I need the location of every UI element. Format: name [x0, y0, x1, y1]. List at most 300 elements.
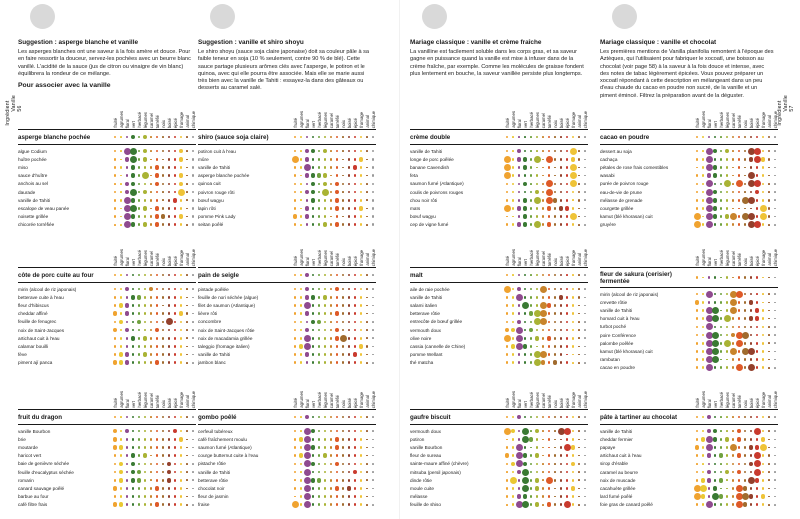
aroma-dot-cell — [370, 484, 376, 492]
category-label: boisé — [558, 117, 564, 128]
aroma-dot-herbacé — [318, 312, 321, 315]
aroma-dot-torréfié — [336, 296, 339, 299]
aroma-dot-vert — [131, 222, 136, 227]
ingredient-row — [410, 213, 588, 221]
aroma-dot-herbacé — [720, 359, 722, 361]
aroma-dot-floral — [126, 166, 129, 169]
aroma-dot-herbacé — [530, 288, 533, 291]
aroma-dot-herbacé — [720, 446, 723, 449]
aroma-dot-herbacé — [138, 337, 141, 340]
aroma-dot-floral — [517, 287, 522, 292]
aroma-dot-vert — [713, 206, 718, 211]
category-label: légumes — [724, 111, 730, 128]
aroma-dot-torréfié — [336, 503, 339, 506]
aroma-dot-herbacé — [530, 503, 533, 506]
aroma-dot-fruité — [506, 223, 509, 226]
aroma-dot-chimique — [192, 439, 194, 441]
aroma-dot-torréfié — [155, 182, 160, 187]
aroma-dot-boisé — [348, 463, 351, 466]
aroma-dot-fromage — [762, 150, 765, 153]
aroma-dot-torréfié — [548, 495, 551, 498]
aroma-dot-agrumes — [300, 158, 303, 161]
aroma-dot-agrumes — [120, 487, 123, 490]
aroma-dot-torréfié — [156, 430, 159, 433]
aroma-dot-agrumes — [300, 361, 303, 364]
aroma-dot-chimique — [584, 463, 586, 465]
aroma-dot-torréfié — [156, 416, 159, 419]
aroma-dot-cell — [370, 326, 376, 334]
aroma-dot-floral — [126, 487, 129, 490]
aroma-dot-herbacé — [720, 174, 723, 177]
aroma-dot-vert — [713, 437, 718, 442]
margin-section-label: Ingrédient — [777, 100, 783, 126]
ingredient-name: cassia (cannelle de Chine) — [410, 343, 466, 349]
ingredient-name: feuille de fenugrec — [18, 319, 57, 325]
category-label: vert — [130, 400, 136, 408]
aroma-dot-boisé — [167, 478, 172, 483]
aroma-dot-boisé — [560, 446, 563, 449]
aroma-dot-chimique — [192, 337, 194, 339]
aroma-dot-animal — [768, 471, 770, 473]
aroma-dot-noix — [744, 317, 747, 320]
aroma-dot-caramel — [150, 208, 152, 210]
aroma-dot-fruité — [506, 199, 509, 202]
aroma-dot-chimique — [774, 302, 776, 304]
aroma-dot-noix — [162, 305, 164, 307]
aroma-dot-herbacé — [318, 223, 321, 226]
aroma-dot-torréfié — [548, 136, 551, 139]
ingredient-name: noix de muscade — [600, 477, 636, 483]
aroma-dot-légumes — [726, 191, 729, 194]
aroma-dot-floral — [707, 429, 712, 434]
category-label: animal — [184, 253, 190, 266]
aroma-dot-légumes — [725, 149, 730, 154]
category-label: floral — [516, 398, 522, 408]
aroma-dot-noix — [161, 214, 166, 219]
ingredient-name: pomme Wellant — [410, 352, 443, 358]
aroma-dot-légumes — [726, 199, 729, 202]
aroma-dot-cell — [582, 493, 588, 501]
aroma-dot-boisé — [560, 495, 563, 498]
category-label: fromage — [358, 112, 364, 128]
aroma-dot-légumes — [144, 430, 147, 433]
aroma-dot-caramel — [732, 208, 734, 210]
aroma-dot-caramel — [731, 333, 736, 338]
ingredient-name: vanille de Tahiti — [198, 164, 230, 170]
category-label: noix — [340, 258, 346, 266]
aroma-dot-vert — [714, 479, 717, 482]
aroma-dot-floral — [708, 487, 711, 490]
category-label: chimique — [772, 110, 778, 128]
aroma-dot-épicé — [566, 354, 568, 356]
aroma-dot-floral — [518, 166, 521, 169]
aroma-dot-caramel — [330, 312, 333, 315]
aroma-dot-torréfié — [548, 296, 551, 299]
aroma-dot-boisé — [560, 150, 563, 153]
aroma-dot-herbacé — [720, 488, 722, 490]
aroma-dot-boisé — [348, 166, 351, 169]
aroma-dot-fromage — [572, 296, 575, 299]
aroma-dot-animal — [578, 488, 580, 490]
ingredient-name: sirop d'érable — [600, 461, 628, 467]
aroma-dot-herbacé — [318, 304, 321, 307]
aroma-dot-fruité — [294, 312, 297, 315]
aroma-dot-cell — [190, 301, 196, 309]
aroma-dot-cell — [370, 342, 376, 350]
aroma-dot-animal — [366, 208, 368, 210]
category-label: fruité — [504, 256, 510, 266]
aroma-dot-floral — [306, 199, 309, 202]
aroma-dot-agrumes — [120, 208, 122, 210]
aroma-dot-légumes — [726, 479, 728, 481]
ingredient-row — [410, 310, 588, 318]
aroma-dot-boisé — [560, 136, 562, 138]
aroma-dot-noix — [162, 288, 165, 291]
aroma-dot-fromage — [572, 329, 575, 332]
aroma-dot-caramel — [732, 191, 735, 194]
aroma-dot-agrumes — [512, 487, 515, 490]
aroma-dot-torréfié — [548, 438, 551, 441]
aroma-dot-animal — [366, 288, 368, 290]
aroma-dot-caramel — [330, 416, 333, 419]
aroma-dot-fromage — [180, 223, 183, 226]
aroma-dot-noix — [342, 361, 345, 364]
category-label: floral — [706, 398, 712, 408]
aroma-dot-caramel — [732, 175, 734, 177]
aroma-dot-herbacé — [138, 463, 141, 466]
ingredient-row — [600, 493, 778, 501]
aroma-dot-fromage — [360, 199, 363, 202]
aroma-dot-caramel — [330, 353, 333, 356]
ingredient-name: homard cuit à l'eau — [600, 316, 640, 322]
aroma-dot-boisé — [560, 223, 563, 226]
category-label: floral — [516, 256, 522, 266]
aroma-dot-chimique — [372, 297, 374, 299]
aroma-dot-vert — [524, 329, 527, 332]
category-label: herbacé — [718, 112, 724, 128]
aroma-dot-boisé — [750, 136, 753, 139]
aroma-dot-vert — [713, 429, 718, 434]
aroma-dot-cell — [190, 351, 196, 359]
aroma-dot-fruité — [113, 445, 118, 450]
aroma-dot-caramel — [330, 471, 333, 474]
category-label-row — [600, 233, 778, 266]
aroma-dot-noix — [342, 296, 345, 299]
aroma-dot-noix — [744, 167, 746, 169]
aroma-dot-fruité — [506, 361, 509, 364]
ingredient-name: cheddar affiné — [18, 311, 48, 317]
aroma-dot-chimique — [774, 367, 776, 369]
aroma-dot-herbacé — [318, 158, 321, 161]
ingredient-name: fleur de sureau — [410, 453, 442, 459]
aroma-dot-herbacé — [137, 478, 142, 483]
aroma-dot-agrumes — [300, 430, 302, 432]
aroma-dot-épicé — [174, 454, 177, 457]
aroma-dot-fromage — [762, 358, 765, 361]
aroma-dot-chimique — [584, 297, 586, 299]
category-label: vert — [310, 120, 316, 128]
aroma-dot-légumes — [143, 157, 148, 162]
aroma-dot-agrumes — [702, 223, 705, 226]
ingredient-name: wasabi — [600, 173, 615, 179]
aroma-dot-caramel — [330, 216, 332, 218]
aroma-dot-chimique — [372, 463, 374, 465]
aroma-dot-fromage — [360, 166, 363, 169]
aroma-dot-noix — [744, 358, 747, 361]
aroma-dot-épicé — [174, 337, 177, 340]
aroma-dot-caramel — [330, 430, 333, 433]
aroma-dot-herbacé — [138, 438, 141, 441]
aroma-dot-floral — [517, 222, 522, 227]
aroma-dot-agrumes — [702, 463, 704, 465]
aroma-dot-torréfié — [548, 174, 551, 177]
aroma-dot-chimique — [372, 207, 375, 210]
aroma-dot-vert — [311, 190, 316, 195]
category-label: boisé — [748, 255, 754, 266]
aroma-dot-animal — [366, 297, 368, 299]
aroma-dot-noix — [342, 430, 345, 433]
pairing-matrix-gombo — [198, 375, 376, 509]
aroma-dot-animal — [186, 150, 188, 152]
aroma-dot-caramel — [150, 183, 152, 185]
aroma-dot-noix — [162, 274, 165, 277]
ingredient-row — [410, 443, 588, 451]
aroma-dot-torréfié — [738, 215, 741, 218]
ingredient-name: artichaut cuit à l'eau — [600, 453, 642, 459]
category-label: floral — [706, 256, 712, 266]
aroma-dot-vert — [312, 166, 315, 169]
aroma-dot-cell — [190, 460, 196, 468]
aroma-dot-caramel — [330, 288, 333, 291]
aroma-dot-herbacé — [318, 296, 321, 299]
aroma-dot-agrumes — [300, 329, 303, 332]
aroma-dot-noix — [743, 502, 748, 507]
aroma-dot-noix — [162, 199, 164, 201]
aroma-dot-fromage — [179, 214, 184, 219]
matrix-title-row — [600, 129, 778, 145]
aroma-dot-cell — [370, 293, 376, 301]
aroma-dot-fruité — [506, 471, 508, 473]
aroma-dot-animal — [768, 359, 770, 361]
aroma-dot-épicé — [354, 274, 357, 277]
aroma-dot-vert — [312, 471, 315, 474]
aroma-dot-fromage — [572, 362, 574, 364]
aroma-dot-noix — [554, 304, 557, 307]
aroma-dot-floral — [518, 361, 521, 364]
aroma-dot-cell — [772, 413, 778, 422]
aroma-dot-vert — [713, 198, 718, 203]
ingredient-name: dinde rôtie — [410, 477, 432, 483]
aroma-dot-fromage — [180, 471, 183, 474]
ingredient-name: vanille de Tahiti — [198, 469, 230, 475]
aroma-dot-animal — [578, 224, 580, 226]
aroma-dot-caramel — [150, 479, 152, 481]
aroma-dot-épicé — [566, 304, 569, 307]
aroma-dot-floral — [125, 190, 130, 195]
aroma-dot-boisé — [347, 486, 352, 491]
aroma-dot-cell — [772, 356, 778, 364]
ingredient-row — [600, 468, 778, 476]
aroma-dot-fromage — [572, 321, 575, 324]
aroma-dot-agrumes — [702, 158, 705, 161]
aroma-dot-légumes — [726, 359, 728, 361]
aroma-dot-animal — [578, 136, 580, 138]
aroma-dot-épicé — [566, 199, 569, 202]
aroma-dot-herbacé — [138, 416, 141, 419]
aroma-dot-vert — [132, 304, 135, 307]
aroma-dot-caramel — [330, 296, 333, 299]
aroma-dot-chimique — [774, 175, 776, 177]
aroma-dot-épicé — [353, 165, 358, 170]
aroma-dot-noix — [162, 207, 165, 210]
aroma-dot-animal — [768, 351, 770, 353]
category-label: noix — [160, 120, 166, 128]
aroma-dot-agrumes — [120, 159, 122, 161]
aroma-dot-fruité — [113, 328, 118, 333]
category-label: animal — [576, 115, 582, 128]
aroma-dot-fromage — [762, 223, 765, 226]
aroma-dot-épicé — [566, 438, 569, 441]
aroma-dot-animal — [578, 321, 580, 323]
aroma-dot-agrumes — [702, 309, 705, 312]
aroma-dot-fruité — [114, 337, 117, 340]
category-label: herbacé — [136, 112, 142, 128]
ingredient-name: turbot poché — [600, 324, 627, 330]
aroma-dot-noix — [342, 321, 345, 324]
aroma-dot-épicé — [566, 136, 569, 139]
aroma-dot-chimique — [372, 313, 374, 315]
aroma-dot-cell — [772, 484, 778, 492]
aroma-dot-floral — [517, 206, 522, 211]
aroma-dot-floral — [517, 494, 522, 499]
aroma-dot-fromage — [180, 479, 183, 482]
aroma-dot-noix — [342, 167, 344, 169]
ingredient-row — [18, 452, 196, 460]
aroma-dot-vert — [714, 183, 717, 186]
aroma-dot-fromage — [179, 173, 184, 178]
aroma-dot-boisé — [168, 503, 171, 506]
aroma-dot-agrumes — [512, 174, 515, 177]
aroma-dot-fruité — [114, 274, 117, 277]
aroma-dot-herbacé — [530, 447, 532, 449]
category-label: fromage — [760, 112, 766, 128]
aroma-dot-fruité — [696, 366, 699, 369]
aroma-dot-chimique — [584, 488, 586, 490]
aroma-dot-torréfié — [548, 454, 551, 457]
aroma-dot-vert — [312, 361, 315, 364]
aroma-dot-torréfié — [156, 438, 159, 441]
aroma-dot-agrumes — [512, 495, 515, 498]
aroma-dot-agrumes — [702, 326, 705, 329]
aroma-dot-épicé — [566, 329, 569, 332]
aroma-dot-cell — [190, 180, 196, 188]
aroma-dot-caramel — [732, 416, 734, 418]
aroma-dot-animal — [186, 439, 188, 441]
ingredient-row — [18, 427, 196, 435]
aroma-dot-torréfié — [547, 336, 552, 341]
aroma-dot-caramel — [330, 487, 333, 490]
aroma-dot-animal — [186, 488, 188, 490]
aroma-dot-herbacé — [138, 150, 141, 153]
aroma-dot-boisé — [750, 342, 753, 345]
aroma-dot-animal — [768, 342, 770, 344]
ingredient-row — [410, 452, 588, 460]
matrix-title-row — [198, 267, 376, 283]
aroma-dot-épicé — [566, 274, 568, 276]
aroma-dot-agrumes — [300, 321, 303, 324]
aroma-dot-fruité — [114, 479, 117, 482]
aroma-dot-épicé — [354, 207, 357, 210]
aroma-dot-épicé — [174, 345, 177, 348]
aroma-dot-chimique — [192, 488, 194, 490]
aroma-dot-cell — [772, 339, 778, 347]
ingredient-name: fleur de jasmin — [198, 494, 229, 500]
aroma-dot-agrumes — [702, 503, 705, 506]
aroma-dot-caramel — [330, 158, 333, 161]
aroma-dot-légumes — [143, 135, 148, 140]
aroma-dot-fruité — [114, 345, 117, 348]
aroma-dot-fromage — [179, 149, 184, 154]
ingredient-name: mirin (alcool de riz japonais) — [18, 286, 77, 292]
ingredient-row — [410, 326, 588, 334]
pairing-matrix-sakura — [600, 233, 778, 372]
aroma-dot-légumes — [144, 274, 147, 277]
aroma-dot-légumes — [324, 487, 327, 490]
aroma-dot-caramel — [330, 304, 333, 307]
category-label: vert — [130, 258, 136, 266]
category-label: vert — [310, 400, 316, 408]
aroma-dot-boisé — [560, 454, 563, 457]
aroma-dot-boisé — [750, 191, 753, 194]
aroma-dot-fromage — [572, 304, 575, 307]
margin-chapter-label: Vanille — [11, 95, 17, 112]
aroma-dot-animal — [768, 504, 770, 506]
aroma-dot-noix — [744, 471, 747, 474]
ingredient-name: seitan poêlé — [198, 222, 224, 228]
aroma-dot-herbacé — [530, 345, 533, 348]
aroma-dot-agrumes — [300, 288, 303, 291]
aroma-dot-floral — [518, 430, 521, 433]
aroma-dot-chimique — [192, 455, 194, 457]
aroma-dot-agrumes — [300, 183, 302, 185]
aroma-dot-floral — [305, 328, 310, 333]
aroma-dot-torréfié — [548, 288, 551, 291]
aroma-dot-agrumes — [300, 471, 302, 473]
aroma-dot-noix — [744, 463, 747, 466]
aroma-dot-herbacé — [530, 304, 533, 307]
aroma-dot-boisé — [167, 462, 172, 467]
aroma-dot-légumes — [144, 166, 147, 169]
aroma-dot-agrumes — [120, 416, 122, 418]
ingredient-row — [198, 285, 376, 293]
aroma-dot-floral — [126, 454, 129, 457]
aroma-dot-fromage — [762, 136, 765, 139]
aroma-dot-floral — [126, 463, 129, 466]
aroma-dot-cell — [582, 443, 588, 451]
aroma-dot-fruité — [114, 463, 117, 466]
aroma-dot-épicé — [174, 223, 177, 226]
aroma-dot-chimique — [192, 297, 194, 299]
aroma-dot-boisé — [560, 274, 563, 277]
aroma-dot-fruité — [696, 454, 699, 457]
category-label: chimique — [582, 390, 588, 408]
aroma-dot-épicé — [566, 166, 569, 169]
aroma-dot-cell — [190, 413, 196, 422]
aroma-dot-fruité — [696, 479, 699, 482]
ingredient-name: fraise — [198, 502, 210, 508]
aroma-dot-noix — [342, 159, 344, 161]
ingredient-row — [18, 221, 196, 229]
